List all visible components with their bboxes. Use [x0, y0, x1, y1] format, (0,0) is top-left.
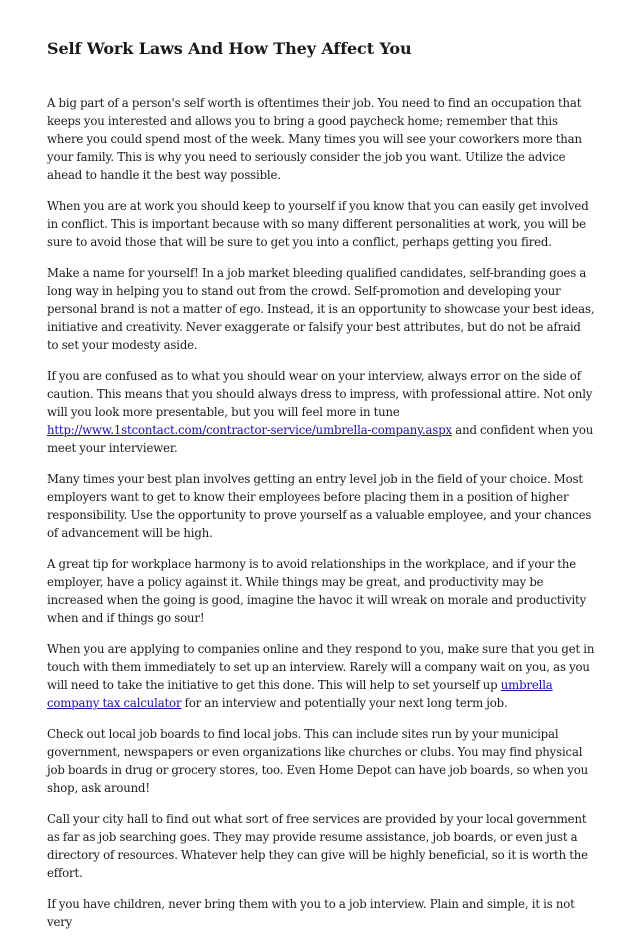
paragraph-3: Make a name for yourself! In a job market bleeding qualified candidates, self-branding goes a long way in helping you to stand out from the crowd. Self-promotion and developing your personal brand is not a matter of ego. Instead, it is an opportunity to showcase your best ideas, initiative and creativity. Never exaggerate or falsify your best attributes, but do not be afraid to set your modesty aside.: [47, 266, 595, 352]
paragraph-2: When you are at work you should keep to yourself if you know that you can easily get involved in conflict. This is important because with so many different personalities at work, you will be sure to avoid those that will be sure to get you into a conflict, perhaps getting you fired.: [47, 199, 589, 249]
document-title: Self Work Laws And How They Affect You: [47, 39, 412, 58]
document-page: [47, 38, 595, 944]
paragraph-1: A big part of a person's self worth is oftentimes their job. You need to find an occupation that keeps you interested and allows you to bring a good paycheck home; remember that this where you could spend most of the week. Many times you will see your coworkers more than your family. This is why you need to seriously consider the job you want. Utilize the advice ahead to handle it the best way possible.: [47, 96, 582, 182]
paragraph-6: A great tip for workplace harmony is to avoid relationships in the workplace, and if your the employer, have a policy against it. While things may be great, and productivity may be increased when the going is good, imagine the havoc it will wreak on morale and productivity when and if things go sour!: [47, 557, 587, 625]
paragraph-5: Many times your best plan involves getting an entry level job in the field of your choice. Most employers want to get to know their employees before placing them in a position of higher responsibility. Use the opportunity to prove yourself as a valuable employee, and your chances of advancement will be high.: [47, 472, 592, 540]
contractor-service-link[interactable]: http://www.1stcontact.com/contractor-service/umbrella-company.aspx: [47, 423, 452, 437]
paragraph-4-text-before: If you are confused as to what you should wear on your interview, always error on the side of caution. This means that you should always dress to impress, with professional attire. Not only will you look more presentable, but you will feel more in tune: [47, 369, 593, 419]
paragraph-10: If you have children, never bring them with you to a job interview. Plain and simple, it is not very: [47, 897, 575, 929]
umbrella-tax-calculator-link[interactable]: umbrella company tax calculator: [47, 678, 553, 710]
paragraph-4: [47, 367, 595, 457]
paragraph-9: Call your city hall to find out what sort of free services are provided by your local government as far as job searching goes. They may provide resume assistance, job boards, or even just a directory of resources. Whatever help they can give will be highly beneficial, so it is worth the effort.: [47, 812, 588, 880]
paragraph-4-text-after: and confident when you meet your interviewer.: [47, 423, 594, 455]
paragraph-7-text-before: When you are applying to companies online and they respond to you, make sure that you get in touch with them immediately to set up an interview. Rarely will a company wait on you, as you will need to take the initiative to get this done. This will help to set yourself up: [47, 642, 595, 692]
paragraph-7: [47, 640, 595, 712]
paragraph-7-text-after: for an interview and potentially your next long term job.: [181, 696, 508, 710]
paragraph-8: Check out local job boards to find local jobs. This can include sites run by your municipal government, newspapers or even organizations like churches or clubs. You may find physical job boards in drug or grocery stores, too. Even Home Depot can have job boards, so when you shop, ask around!: [47, 727, 589, 795]
